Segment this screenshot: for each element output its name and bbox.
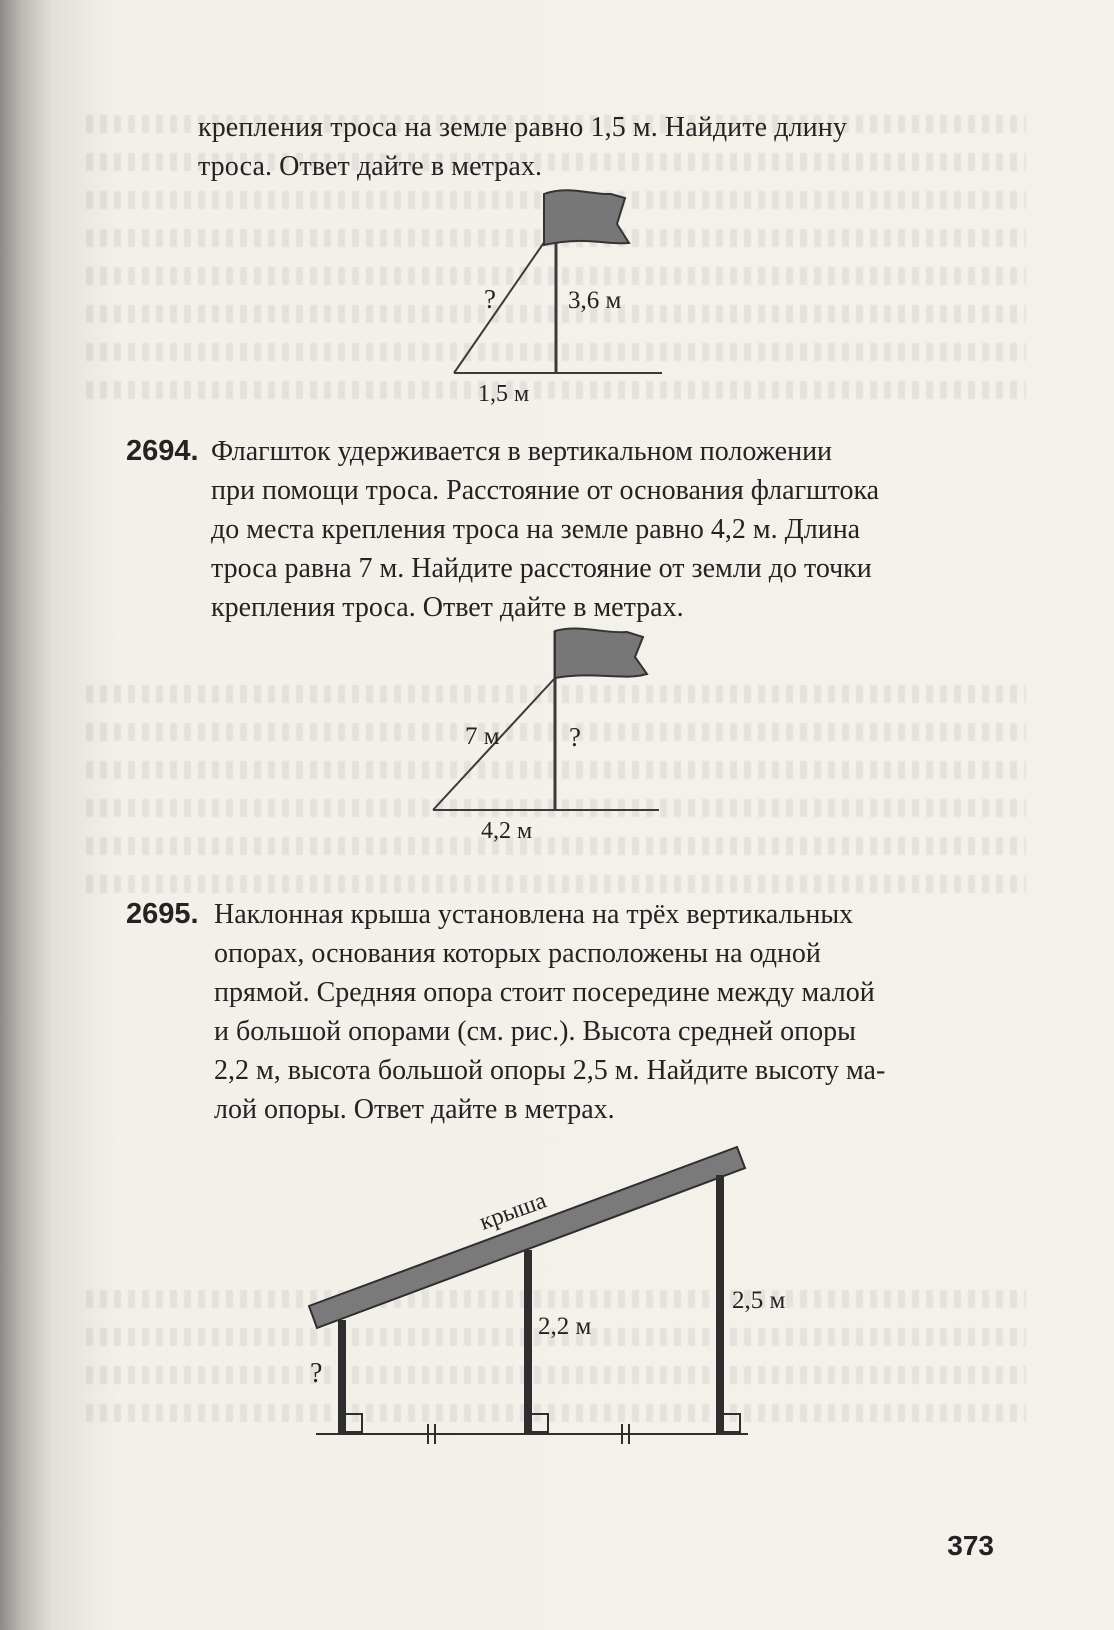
- problem-number-2695: 2695.: [126, 898, 199, 930]
- problem-line: при помощи троса. Расстояние от основания флагштока: [211, 475, 880, 506]
- problem-line: лой опоры. Ответ дайте в метрах.: [214, 1094, 615, 1125]
- problem-2695-text: [214, 895, 978, 1129]
- roof-label: крыша: [476, 1187, 550, 1236]
- problem-line: прямой. Средняя опора стоит посередине между малой: [214, 977, 875, 1008]
- base-length-label: 4,2 м: [481, 818, 533, 844]
- rope-line: [454, 241, 545, 373]
- question-mark-label: ?: [569, 722, 581, 752]
- right-angle-marker: [344, 1414, 362, 1432]
- flag-shape: [544, 190, 629, 245]
- problem-number-2694: 2694.: [126, 435, 199, 467]
- problem-line: крепления троса. Ответ дайте в метрах.: [211, 592, 684, 623]
- previous-problem-line: крепления троса на земле равно 1,5 м. Найдите длину: [198, 112, 847, 143]
- flagpole-figure-1: [436, 187, 686, 419]
- problem-line: Наклонная крыша установлена на трёх вертикальных: [214, 899, 854, 930]
- previous-problem-continuation: [198, 108, 978, 186]
- problem-line: и большой опорами (см. рис.). Высота средней опоры: [214, 1016, 856, 1047]
- problem-line: Флагшток удерживается в вертикальном положении: [211, 436, 833, 467]
- height-label: 3,6 м: [568, 287, 622, 314]
- problem-line: до места крепления троса на земле равно 4,2 м. Длина: [211, 514, 861, 545]
- question-mark-label: ?: [484, 284, 496, 314]
- middle-height-label: 2,2 м: [538, 1313, 592, 1340]
- flagpole-figure-2: [423, 626, 693, 858]
- right-angle-marker: [722, 1414, 740, 1432]
- page-number: 373: [947, 1530, 994, 1561]
- roof-support-figure: [300, 1130, 800, 1470]
- flag-shape: [555, 628, 647, 678]
- problem-2694-text: [211, 432, 981, 627]
- rope-length-label: 7 м: [465, 723, 500, 750]
- large-height-label: 2,5 м: [732, 1287, 786, 1314]
- right-angle-marker: [530, 1414, 548, 1432]
- problem-line: опорах, основания которых расположены на одной: [214, 938, 821, 969]
- previous-problem-line: троса. Ответ дайте в метрах.: [198, 151, 543, 182]
- small-support-question-label: ?: [310, 1358, 323, 1389]
- problem-line: 2,2 м, высота большой опоры 2,5 м. Найдите высоту ма-: [214, 1055, 886, 1086]
- problem-line: троса равна 7 м. Найдите расстояние от земли до точки: [211, 553, 872, 584]
- base-length-label: 1,5 м: [478, 381, 530, 407]
